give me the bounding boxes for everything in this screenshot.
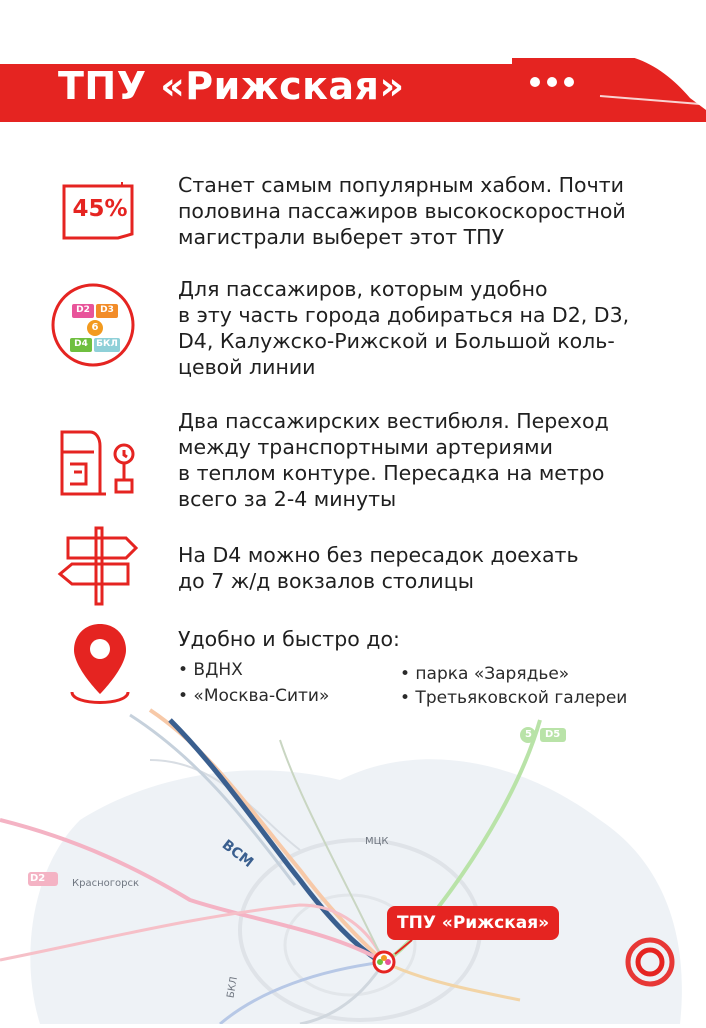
destination-zaryadye: • парка «Зарядье» <box>400 664 570 684</box>
item-text-destinations-heading <box>178 626 648 652</box>
map-label-bkl: БКЛ <box>225 975 241 1000</box>
item-text-d4 <box>178 542 648 594</box>
signpost-icon <box>54 526 140 606</box>
text-line: Удобно и быстро до: <box>178 627 400 651</box>
map-badge-d5: D5 <box>545 729 561 740</box>
text-line: магистрали выберет этот ТПУ <box>178 225 505 249</box>
text-line: Два пассажирских вестибюля. Переход <box>178 409 609 433</box>
percent-value: 45% <box>72 196 128 222</box>
text-line: между транспортными артериями <box>178 435 553 459</box>
badge-bkl: БКЛ <box>96 339 118 349</box>
map-badge-d2: D2 <box>30 873 46 884</box>
text-line: всего за 2-4 минуты <box>178 487 397 511</box>
item-text-vestibules <box>178 408 648 512</box>
destination-tretyakov: • Третьяковской галереи <box>400 688 628 708</box>
text-line: D4, Калужско-Рижской и Большой коль- <box>178 329 615 353</box>
item-text-popular-hub <box>178 172 648 250</box>
text-line: На D4 можно без пересадок доехать <box>178 543 579 567</box>
transit-map <box>0 700 706 1024</box>
badge-d2: D2 <box>76 305 90 315</box>
badge-d3: D3 <box>100 305 114 315</box>
text-line: в теплом контуре. Пересадка на метро <box>178 461 605 485</box>
destination-vdnh: • ВДНХ <box>178 660 243 680</box>
text-line: в эту часть города добираться на D2, D3, <box>178 303 630 327</box>
map-label-vsm: ВСМ <box>218 836 257 872</box>
badge-d4: D4 <box>74 339 88 349</box>
text-line: Для пассажиров, которым удобно <box>178 277 548 301</box>
map-badge-line-5: 5 <box>525 729 532 740</box>
destination-moscow-city: • «Москва-Сити» <box>178 686 330 706</box>
item-text-lines <box>178 276 648 380</box>
text-line: половина пассажиров высокоскоростной <box>178 199 626 223</box>
page-title: ТПУ «Рижская» <box>58 64 405 108</box>
train-station-icon <box>56 424 140 500</box>
text-line: Станет самым популярным хабом. Почти <box>178 173 624 197</box>
badge-line-6: 6 <box>91 322 99 333</box>
text-line: до 7 ж/д вокзалов столицы <box>178 569 474 593</box>
map-label-krasnogorsk: Красногорск <box>72 878 139 889</box>
map-pin-label: ТПУ «Рижская» <box>387 906 559 940</box>
map-label-mck: МЦК <box>365 836 389 847</box>
location-pin-icon <box>68 622 132 708</box>
text-line: цевой линии <box>178 355 316 379</box>
